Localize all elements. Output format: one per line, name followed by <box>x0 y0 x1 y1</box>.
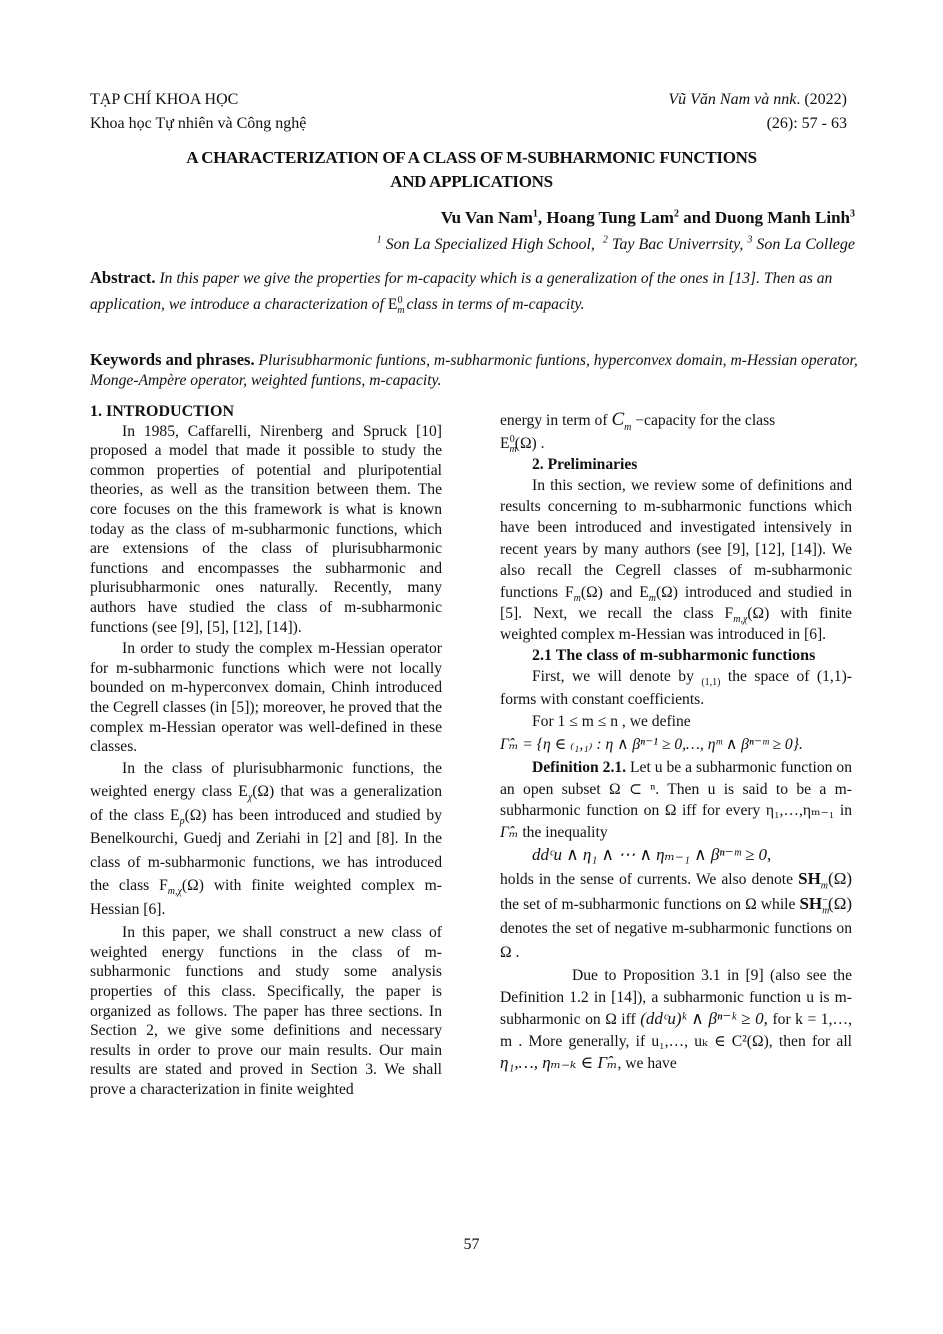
author-name: Duong Manh Linh <box>714 208 850 227</box>
text: Let u be a subharmonic function on an open subset Ω ⊂ ⁿ. Then u is said to be a m-subharmonic function on Ω iff for every η₁,…,ηₘ₋₁ in <box>500 759 852 820</box>
paper-title-line2: AND APPLICATIONS <box>390 172 553 191</box>
math-symbol: F <box>724 605 734 623</box>
math-arg: (Ω) . <box>514 435 545 452</box>
math-sh-m-neg <box>799 894 852 917</box>
affil-sup: 2 <box>602 234 608 246</box>
math-f-m-chi <box>159 877 204 898</box>
math-sup: 0 <box>509 433 515 445</box>
author-name: Vu Van Nam <box>440 208 533 227</box>
prelim-paragraph-1 <box>500 475 852 646</box>
math-sub: m,χ <box>167 886 182 898</box>
math-arg: (Ω) <box>655 583 678 601</box>
math-symbol: SH <box>798 869 821 889</box>
text: , we have <box>617 1055 677 1073</box>
author-separator: and <box>678 208 715 227</box>
text: that was a generalization of the class <box>90 783 442 824</box>
math-sub: (1,1) <box>701 677 721 689</box>
math-symbol: E <box>639 583 649 601</box>
math-sup: 0 <box>397 294 403 306</box>
author-name: Hoang Tung Lam <box>546 208 674 227</box>
text: for k = 1,…, m . More generally, if u₁,…, uₖ ∈ C²(Ω), then for all <box>500 1011 852 1050</box>
text: −capacity for the class <box>631 412 776 429</box>
section-heading-introduction: 1. INTRODUCTION <box>90 403 235 420</box>
math-arg: (Ω) <box>580 583 603 601</box>
math-sub: m <box>509 444 517 456</box>
math-sub: m,χ <box>733 614 748 626</box>
affiliation: Son La College <box>756 236 855 253</box>
definition-label: Definition 2.1. <box>532 759 627 777</box>
text: energy in term of <box>500 412 612 429</box>
math-f-m-chi <box>724 605 770 626</box>
abstract <box>90 265 860 318</box>
author-list <box>441 207 855 229</box>
abstract-math <box>387 294 405 317</box>
math-sup: − <box>822 894 829 906</box>
math-symbol: SH <box>799 894 823 914</box>
math-symbol: F <box>564 583 574 601</box>
abstract-text: In this paper we give the properties for m-capacity which is a generalization of the ones in [13]. Then as an application, we introduce a characterization of <box>90 270 833 313</box>
left-column <box>90 402 442 1100</box>
math-c-m <box>611 409 632 433</box>
math-f-m <box>564 583 603 604</box>
author-sup: 2 <box>673 208 679 220</box>
text: introduced and studied in [5]. Next, we recall the class <box>500 583 853 623</box>
text: the inequality <box>518 823 608 841</box>
prelim-paragraph-5 <box>500 965 852 1075</box>
math-e-chi <box>238 783 275 804</box>
affil-sup: 1 <box>376 234 382 246</box>
affiliation: Tay Bac Univerrsity, <box>611 236 744 253</box>
text: First, we will denote by <box>532 668 702 686</box>
page-number: 57 <box>463 1236 480 1253</box>
math-symbol: C <box>611 409 625 430</box>
paper-title-line1: A CHARACTERIZATION OF A CLASS OF M-SUBHARMONIC FUNCTIONS <box>186 148 757 167</box>
math-symbol: E <box>170 806 180 824</box>
math-symbol: E <box>500 435 510 452</box>
math-e-p <box>170 806 207 827</box>
math-sub: m <box>820 880 829 892</box>
math-inequality: (ddᶜu)ᵏ ∧ βⁿ⁻ᵏ ≥ 0, <box>640 1009 768 1029</box>
text: Due to Proposition 3.1 in [9] (also see the Definition 1.2 in [14]), a subharmonic function u is m-subharmonic on Ω iff <box>500 967 852 1029</box>
math-arg: (Ω) <box>828 869 852 889</box>
author-sup: 1 <box>532 208 538 220</box>
prelim-paragraph-2 <box>500 665 852 711</box>
text: and <box>602 583 640 601</box>
math-sub: m <box>397 305 405 317</box>
math-sub: p <box>179 815 185 827</box>
math-sub: m <box>573 592 581 604</box>
math-symbol: F <box>159 877 168 895</box>
math-sub: m <box>648 592 656 604</box>
citation-year: . (2022) <box>796 91 847 108</box>
math-sub: χ <box>247 792 253 804</box>
math-e-m <box>639 583 678 604</box>
author-separator: , <box>537 208 547 227</box>
intro-continuation <box>500 408 852 455</box>
math-sub: m <box>624 421 632 433</box>
affiliations <box>377 234 855 256</box>
intro-paragraph-4: In this paper, we shall construct a new class of weighted energy functions in the class of m-subharmonic functions and study some analysis properties of this class. Specifically, the paper is organized as follows. The paper has three sections. In Section 2, we give some definitions and necessary results in order to prove our main results. Our main results are stated and proved in Section 3. We shall prove a characterization in finite weighted <box>90 924 442 1098</box>
citation-pages: (26): 57 - 63 <box>766 115 847 132</box>
math-arg: (Ω) <box>828 894 852 914</box>
journal-section: Khoa học Tự nhiên và Công nghệ <box>90 115 307 132</box>
math-gamma: Γ̂ₘ <box>500 823 519 841</box>
math-e-m-0 <box>500 433 545 456</box>
text: holds in the sense of currents. We also denote <box>500 871 799 889</box>
math-eta-set: η₁,…, ηₘ₋ₖ ∈ Γ̂ₘ <box>500 1053 618 1073</box>
inequality-display: ddᶜu ∧ η₁ ∧ ⋯ ∧ ηₘ₋₁ ∧ βⁿ⁻ᵐ ≥ 0, <box>532 845 772 865</box>
affil-sup: 3 <box>747 234 753 246</box>
keywords-label: Keywords and phrases. <box>90 350 255 369</box>
definition-2-1 <box>500 757 852 843</box>
citation-authors: Vũ Văn Nam và nnk <box>668 91 797 108</box>
author-sup: 3 <box>850 208 855 220</box>
intro-paragraph-2: In order to study the complex m-Hessian operator for m-subharmonic functions which were not locally bounded on m-hyperconvex domain, Chinh introduced the Cegrell classes (in [5]); moreover, he proved that the complex m-Hessian operator was well-defined in these classes. <box>90 640 442 756</box>
math-sub: m <box>822 905 830 917</box>
text: In the class of plurisubharmonic functions, the weighted energy class <box>90 759 442 801</box>
text: has been introduced and studied by Benelkourchi, Guedj and Zeriahi in [2] and [8]. In the class of m-subharmonic functions, we has introduced the class <box>90 806 442 895</box>
math-arg: (Ω) <box>747 605 770 623</box>
text: denotes the set of negative m-subharmonic functions on Ω . <box>500 920 852 962</box>
text: In this section, we review some of definitions and results concerning to m-subharmonic functions which have been introduced and investigated intensively in recent years by many authors (see [9], [12], [14]). We also recall the Cegrell classes of m-subharmonic functions <box>500 476 852 601</box>
prelim-paragraph-4 <box>500 867 852 965</box>
math-symbol: E <box>238 783 248 801</box>
right-column <box>500 408 852 1075</box>
math-arg: (Ω) <box>181 877 204 895</box>
abstract-text-end: class in terms of m-capacity. <box>402 296 585 313</box>
keywords <box>90 350 860 391</box>
gamma-definition: Γ̂ₘ = {η ∈ ₍₁,₁₎ : η ∧ βⁿ⁻¹ ≥ 0,…, ηᵐ ∧ βⁿ⁻ᵐ ≥ 0}. <box>500 736 803 754</box>
math-arg: (Ω) <box>252 783 275 801</box>
math-sh-m <box>798 869 852 892</box>
text: with finite weighted complex m-Hessian [6]. <box>90 877 442 918</box>
prelim-paragraph-3: For 1 ≤ m ≤ n , we define <box>532 713 691 731</box>
intro-paragraph-1: In 1985, Caffarelli, Nirenberg and Spruck [10] proposed a model that made it possible to study the common properties of potential and pluripotential theories, as well as the transition between them. The core focuses on the this framework is what is known today as the class of m-subharmonic functions, which are extensions of the class of plurisubharmonic functions and encompasses the subharmonic and plurisubharmonic ones naturally. Recently, many authors have studied the class of m-subharmonic functions (see [9], [5], [12], [14]). <box>90 422 442 636</box>
text: the space of (1,1)-forms with constant coefficients. <box>500 668 852 709</box>
math-symbol: E <box>387 296 398 313</box>
section-heading-preliminaries: 2. Preliminaries <box>532 456 638 473</box>
subsection-heading-2-1: 2.1 The class of m-subharmonic functions <box>532 646 816 664</box>
math-arg: (Ω) <box>184 806 207 824</box>
intro-paragraph-3 <box>90 757 442 922</box>
keywords-text: Plurisubharmonic funtions, m-subharmonic funtions, hyperconvex domain, m-Hessian operator, Monge-Ampère operator, weighted funtions, m-capacity. <box>90 352 858 389</box>
text: with finite weighted complex m-Hessian was introduced in [6]. <box>500 605 852 644</box>
abstract-label: Abstract. <box>90 268 156 287</box>
journal-name: TẠP CHÍ KHOA HỌC <box>90 91 239 108</box>
citation-line <box>668 89 847 111</box>
text: the set of m-subharmonic functions on Ω while <box>500 896 800 914</box>
affiliation: Son La Specialized High School, <box>385 236 595 253</box>
